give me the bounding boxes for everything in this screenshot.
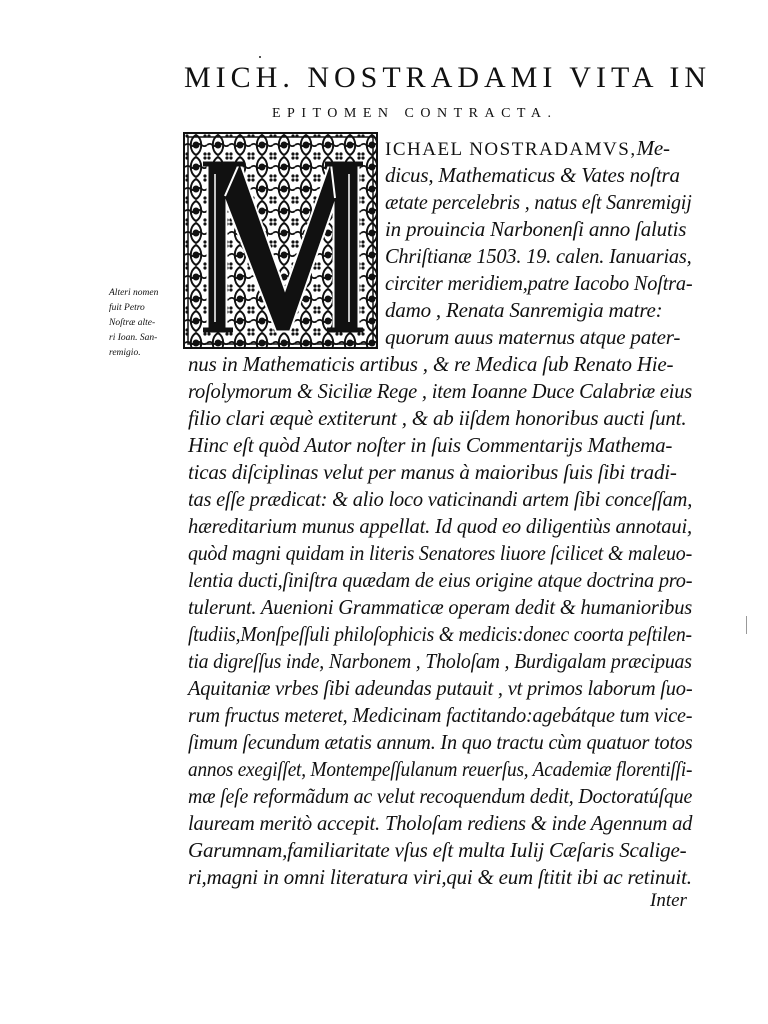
text-line: Chriſtianæ 1503. 19. calen. Ianuarias, bbox=[385, 244, 692, 268]
text-line: tia digreſſus inde, Narbonem , Tholoſam , Burdigalam præcipuas bbox=[188, 649, 692, 673]
margin-note-line: fuit Petro bbox=[109, 303, 145, 313]
text-line: lauream meritò accepit. Tholoſam rediens & inde Agennum ad bbox=[188, 811, 693, 835]
catchword: Inter bbox=[650, 890, 687, 911]
text-line: dicus, Mathematicus & Vates noſtra bbox=[385, 163, 680, 187]
text-line: mæ ſeſe reformãdum ac velut recoquendum dedit, Doctoratúſque bbox=[188, 784, 693, 808]
text-line-1 bbox=[385, 134, 670, 164]
text-line: ſtudiis,Monſpeſſuli philoſophicis & medicis:donec coorta peſtilen- bbox=[188, 622, 692, 646]
text-line: damo , Renata Sanremigia matre: bbox=[385, 298, 663, 322]
text-line: in prouincia Narbonenſi anno ſalutis bbox=[385, 217, 687, 241]
page-subtitle: EPITOMEN CONTRACTA. bbox=[272, 106, 558, 121]
text-line: ſimum ſecundum ætatis annum. In quo tractu cùm quatuor totos bbox=[188, 730, 693, 754]
text-line: Garumnam,familiaritate vſus eſt multa Iulij Cæſaris Scalige- bbox=[188, 838, 687, 862]
text-line: filio clari æquè extiterunt , & ab iiſdem honoribus aucti ſunt. bbox=[188, 406, 687, 430]
ornament-initial-icon bbox=[185, 134, 376, 347]
text-line: tulerunt. Auenioni Grammaticæ operam dedit & humanioribus bbox=[188, 595, 693, 619]
text-line: hæreditarium munus appellat. Id quod eo diligentiùs annotaui, bbox=[188, 514, 692, 538]
text-line-1-rest: Me- bbox=[636, 136, 670, 160]
text-line: quòd magni quidam in literis Senatores liuore ſcilicet & maleuo- bbox=[188, 541, 693, 565]
text-line: ri,magni in omni literatura viri,qui & eum ſtitit ibi ac retinuit. bbox=[188, 865, 692, 889]
text-line: circiter meridiem,patre Iacobo Noſtra- bbox=[385, 271, 693, 295]
text-line: roſolymorum & Siciliæ Rege , item Ioanne Duce Calabriæ eius bbox=[188, 379, 693, 403]
text-line: annos exegiſſet, Montempeſſulanum reuerſus, Academiæ florentiſſi- bbox=[188, 757, 693, 781]
text-line: quorum auus maternus atque pater- bbox=[385, 325, 681, 349]
margin-note-line: Alteri nomen bbox=[109, 288, 159, 298]
text-line: tas eſſe prædicat: & alio loco vaticinandi artem ſibi conceſſam, bbox=[188, 487, 693, 511]
text-line: Hinc eſt quòd Autor noſter in ſuis Commentarijs Mathema- bbox=[188, 433, 673, 457]
decorated-initial-m bbox=[183, 132, 378, 349]
opening-caps: ICHAEL NOSTRADAMVS, bbox=[385, 139, 637, 160]
text-line: nus in Mathematicis artibus , & re Medica ſub Renato Hie- bbox=[188, 352, 674, 376]
margin-note-line: ri Ioan. San- bbox=[109, 333, 158, 343]
text-line: rum fructus meteret, Medicinam factitando:agebátque tum vice- bbox=[188, 703, 693, 727]
page-title: MICH. NOSTRADAMI VITA IN bbox=[184, 61, 712, 94]
text-line: ætate percelebris , natus eſt Sanremigij bbox=[385, 190, 692, 214]
text-line: ticas diſciplinas velut per manus à maioribus ſuis ſibi tradi- bbox=[188, 460, 677, 484]
margin-note-line: remigio. bbox=[109, 348, 141, 358]
text-line: Aquitaniæ vrbes ſibi adeundas putauit , vt primos laborum ſuo- bbox=[188, 676, 693, 700]
margin-note bbox=[109, 286, 179, 361]
text-line: lentia ducti,ſiniſtra quædam de eius origine atque doctrina pro- bbox=[188, 568, 693, 592]
margin-note-line: Noſtræ alte- bbox=[109, 318, 156, 328]
page-edge-mark bbox=[746, 616, 747, 634]
